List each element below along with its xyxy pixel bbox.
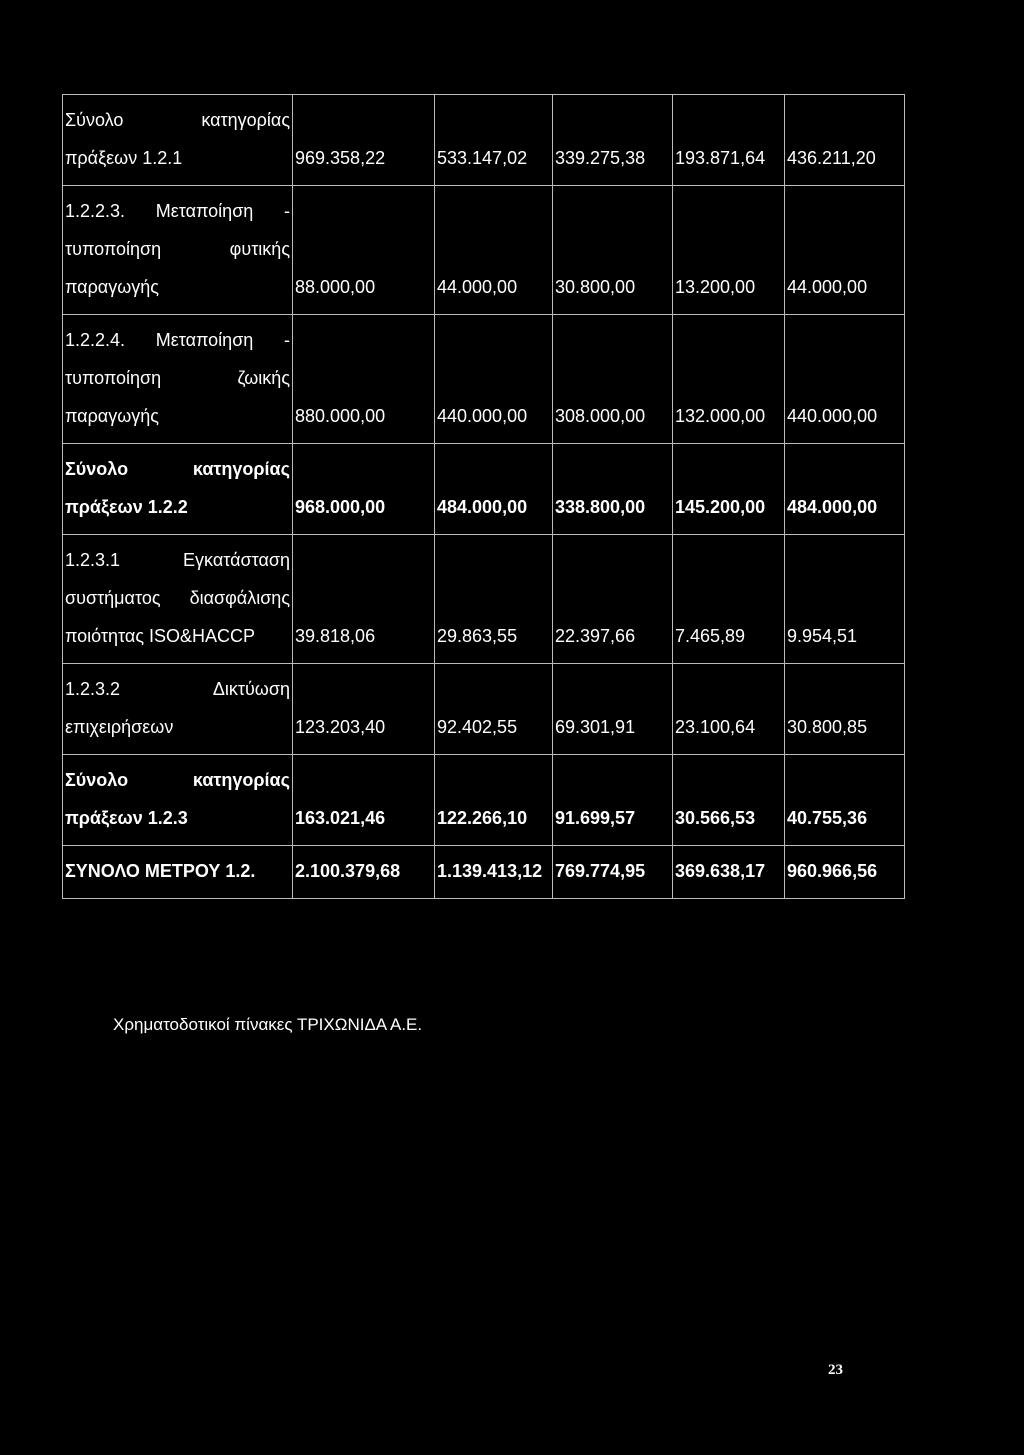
table-row xyxy=(63,664,905,755)
value-cell: 145.200,00 xyxy=(673,444,785,535)
value-cell: 92.402,55 xyxy=(435,664,553,755)
value-cell: 436.211,20 xyxy=(785,95,905,186)
value-cell: 122.266,10 xyxy=(435,755,553,846)
value-cell: 440.000,00 xyxy=(435,315,553,444)
table-row xyxy=(63,755,905,846)
value-cell: 44.000,00 xyxy=(785,186,905,315)
row-label: 1.2.3.2 Δικτύωση επιχειρήσεων xyxy=(63,664,293,755)
value-cell: 88.000,00 xyxy=(293,186,435,315)
value-cell: 44.000,00 xyxy=(435,186,553,315)
value-cell: 880.000,00 xyxy=(293,315,435,444)
value-cell: 968.000,00 xyxy=(293,444,435,535)
value-cell: 369.638,17 xyxy=(673,846,785,899)
value-cell: 960.966,56 xyxy=(785,846,905,899)
value-cell: 29.863,55 xyxy=(435,535,553,664)
table-row xyxy=(63,846,905,899)
value-cell: 1.139.413,12 xyxy=(435,846,553,899)
value-cell: 22.397,66 xyxy=(553,535,673,664)
value-cell: 123.203,40 xyxy=(293,664,435,755)
value-cell: 23.100,64 xyxy=(673,664,785,755)
value-cell: 13.200,00 xyxy=(673,186,785,315)
value-cell: 338.800,00 xyxy=(553,444,673,535)
table-row xyxy=(63,95,905,186)
value-cell: 533.147,02 xyxy=(435,95,553,186)
row-label: Σύνολο κατηγορίας πράξεων 1.2.1 xyxy=(63,95,293,186)
value-cell: 2.100.379,68 xyxy=(293,846,435,899)
value-cell: 484.000,00 xyxy=(435,444,553,535)
value-cell: 339.275,38 xyxy=(553,95,673,186)
value-cell: 7.465,89 xyxy=(673,535,785,664)
table-row xyxy=(63,315,905,444)
row-label: Σύνολο κατηγορίας πράξεων 1.2.2 xyxy=(63,444,293,535)
row-label: ΣΥΝΟΛΟ ΜΕΤΡΟΥ 1.2. xyxy=(63,846,293,899)
table-caption: Χρηματοδοτικοί πίνακες ΤΡΙΧΩΝΙΔΑ Α.Ε. xyxy=(113,1015,423,1034)
value-cell: 163.021,46 xyxy=(293,755,435,846)
row-label: 1.2.3.1 Εγκατάσταση συστήματος διασφάλισης ποιότητας ISO&HACCP xyxy=(63,535,293,664)
value-cell: 440.000,00 xyxy=(785,315,905,444)
value-cell: 30.566,53 xyxy=(673,755,785,846)
table-row xyxy=(63,186,905,315)
page-number: 23 xyxy=(828,1362,843,1378)
value-cell: 308.000,00 xyxy=(553,315,673,444)
row-label: Σύνολο κατηγορίας πράξεων 1.2.3 xyxy=(63,755,293,846)
row-label: 1.2.2.3. Μεταποίηση - τυποποίηση φυτικής παραγωγής xyxy=(63,186,293,315)
value-cell: 9.954,51 xyxy=(785,535,905,664)
value-cell: 39.818,06 xyxy=(293,535,435,664)
value-cell: 30.800,85 xyxy=(785,664,905,755)
value-cell: 769.774,95 xyxy=(553,846,673,899)
value-cell: 969.358,22 xyxy=(293,95,435,186)
value-cell: 91.699,57 xyxy=(553,755,673,846)
table-row xyxy=(63,535,905,664)
value-cell: 69.301,91 xyxy=(553,664,673,755)
value-cell: 40.755,36 xyxy=(785,755,905,846)
value-cell: 132.000,00 xyxy=(673,315,785,444)
table-row xyxy=(63,444,905,535)
value-cell: 193.871,64 xyxy=(673,95,785,186)
value-cell: 484.000,00 xyxy=(785,444,905,535)
row-label: 1.2.2.4. Μεταποίηση - τυποποίηση ζωικής παραγωγής xyxy=(63,315,293,444)
value-cell: 30.800,00 xyxy=(553,186,673,315)
financial-table xyxy=(62,94,905,899)
